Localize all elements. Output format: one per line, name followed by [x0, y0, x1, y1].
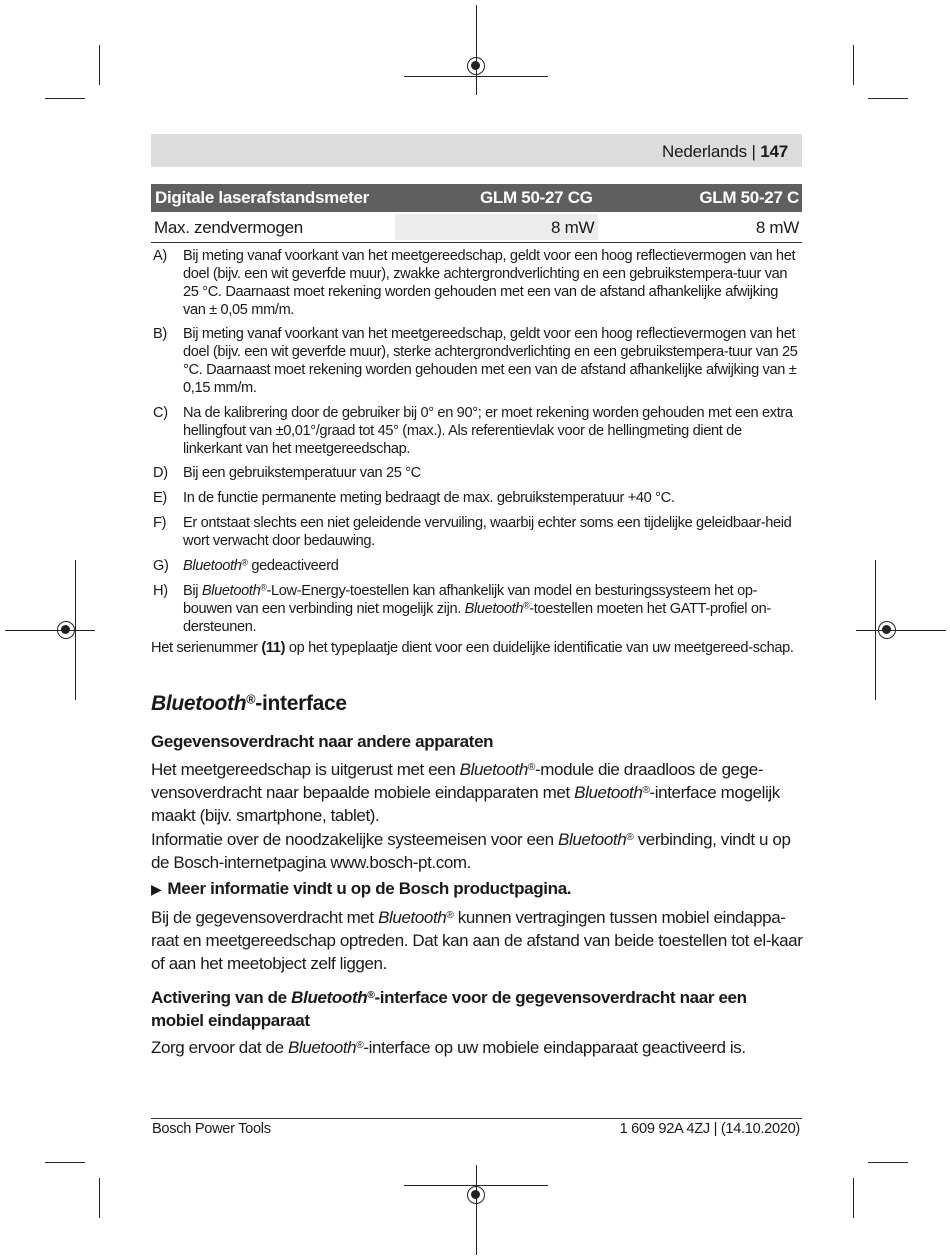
section-title-rest: -interface — [255, 692, 347, 715]
footnote-e — [153, 489, 803, 507]
footnote-text-part: gedeactiveerd — [247, 558, 339, 574]
bluetooth-term: Bluetooth — [201, 583, 261, 599]
registered-mark: ® — [246, 692, 256, 707]
bluetooth-term: Bluetooth — [558, 830, 627, 849]
bluetooth-term: Bluetooth — [459, 760, 528, 779]
footnote-label: F) — [153, 515, 167, 531]
spec-row-cg-value: 8 mW — [551, 218, 595, 237]
paragraph-text: verbinding, vindt u op de Bosch-internetpagina www.bosch-pt.com. — [151, 830, 791, 872]
spec-row-label: Max. zendvermogen — [154, 218, 303, 237]
footnote-text: Bij meting vanaf voorkant van het meetgereedschap, geldt voor een hoog reflectievermogen van het doel (bijv. een wit geverfde muur), sterke achtergrondverlichting en een gebruikstempera-tuur van 25 °C. Daarnaast moet rekening worden gehouden met een van de afstand afhankelijke afwijking van ± 0,15 mm/m. — [183, 326, 798, 396]
registered-mark: ® — [260, 582, 267, 593]
spec-table-row — [151, 213, 802, 242]
subheading-text: Activering van de — [151, 988, 292, 1007]
footnote-text: In de functie permanente meting bedraagt de max. gebruikstemperatuur +40 °C. — [183, 490, 675, 506]
bluetooth-term: Bluetooth — [287, 1038, 357, 1057]
paragraph-text: -module die draadloos de gege-vensoverdracht naar bepaalde mobiele eindapparaten met — [151, 760, 764, 802]
footnote-b — [153, 325, 803, 397]
footnote-text: Bij meting vanaf voorkant van het meetgereedschap, geldt voor een hoog reflectievermogen van het doel (bijv. een wit geverfde muur), zwakke achtergrondverlichting en een gebruikstempera-tuur van 25 °C. Daarnaast moet rekening worden gehouden met een van de afstand afhankelijke afwijking van ± 0,05 mm/m. — [183, 248, 796, 318]
paragraph-text: Het meetgereedschap is uitgerust met een — [151, 760, 460, 779]
serial-note-text: Het serienummer — [151, 640, 262, 656]
footnote-label: B) — [153, 326, 167, 342]
footnote-label: A) — [153, 248, 167, 264]
paragraph-text: kunnen vertragingen tussen mobiel eindappa-raat en meetgereedschap optreden. Dat kan aan de afstand van beide toestellen tot el-kaar of aan het meetobject zelf liggen. — [151, 908, 803, 973]
subheading-data-transfer: Gegevensoverdracht naar andere apparaten — [151, 732, 494, 751]
registered-mark: ® — [446, 909, 454, 921]
header-language: Nederlands — [662, 142, 747, 161]
paragraph-module — [151, 758, 803, 827]
serial-number-note — [151, 639, 801, 657]
registered-mark: ® — [527, 761, 536, 773]
spec-table-title: Digitale laserafstandsmeter — [155, 188, 369, 207]
paragraph-system-requirements — [151, 828, 803, 874]
serial-number-ref: (11) — [261, 640, 286, 656]
footnote-a — [153, 247, 803, 319]
footnote-text: Na de kalibrering door de gebruiker bij 0° en 90°; er moet rekening worden gehouden met een extra hellingfout van ±0,01°/graad tot 45° (max.). Als referentievlak voor de hellingmeting dient de linkerkant van het meetgereedschap. — [183, 405, 793, 457]
paragraph-activate — [151, 1036, 803, 1059]
spec-col-c: GLM 50-27 C — [699, 188, 799, 207]
paragraph-text: -interface mogelijk maakt (bijv. smartphone, tablet). — [151, 783, 780, 825]
header-separator: | — [751, 142, 756, 161]
registered-mark: ® — [626, 831, 634, 843]
bluetooth-term: Bluetooth — [378, 908, 447, 927]
footnote-label: H) — [153, 583, 168, 599]
spec-row-c-value: 8 mW — [755, 218, 799, 237]
bluetooth-term: Bluetooth — [574, 783, 643, 802]
footnote-text-part: -toestellen moeten het GATT-profiel on-dersteunen. — [183, 601, 771, 635]
page-header — [662, 142, 788, 162]
section-title — [151, 692, 347, 716]
paragraph-text: -interface op uw mobiele eindapparaat geactiveerd is. — [363, 1038, 746, 1057]
bullet-text: Meer informatie vindt u op de Bosch productpagina. — [167, 879, 572, 898]
footnote-d — [153, 464, 803, 482]
registered-mark: ® — [367, 989, 375, 1001]
registered-mark: ® — [523, 600, 530, 611]
footnote-text-part: Bij — [183, 583, 202, 599]
footnote-text — [183, 582, 803, 636]
serial-note-text: op het typeplaatje dient voor een duidelijke identificatie van uw meetgereed-schap. — [285, 640, 794, 656]
triangle-bullet-icon: ▶ — [151, 881, 162, 897]
footnote-text — [183, 557, 803, 575]
footnote-text-part: -Low-Energy-toestellen kan afhankelijk van model en besturingssysteem het op-bouwen van een verbinding niet mogelijk zijn. — [183, 583, 758, 617]
footnote-label: G) — [153, 558, 169, 574]
paragraph-text: Informatie over de noodzakelijke systeemeisen voor een — [151, 830, 559, 849]
spec-table-bottom-rule — [151, 242, 802, 243]
footnote-h — [153, 582, 803, 636]
bluetooth-term: Bluetooth — [151, 692, 247, 715]
footnote-label: E) — [153, 490, 167, 506]
footnote-label: C) — [153, 405, 168, 421]
spec-col-cg: GLM 50-27 CG — [480, 188, 593, 207]
bullet-more-info — [151, 877, 801, 901]
registered-mark: ® — [356, 1039, 364, 1051]
subheading-activation — [151, 986, 801, 1032]
paragraph-delays — [151, 906, 803, 975]
spec-table-header — [151, 184, 802, 212]
paragraph-text: Zorg ervoor dat de — [151, 1038, 288, 1057]
paragraph-text: Bij de gegevensoverdracht met — [151, 908, 379, 927]
footer-document-id: 1 609 92A 4ZJ | (14.10.2020) — [619, 1121, 800, 1137]
bluetooth-term: Bluetooth — [464, 601, 524, 617]
bluetooth-term: Bluetooth — [183, 558, 242, 574]
footnote-c — [153, 404, 803, 458]
registered-mark: ® — [642, 784, 650, 796]
footer-rule — [151, 1118, 802, 1119]
footnote-text: Bij een gebruikstemperatuur van 25 °C — [183, 465, 421, 481]
footer-publisher: Bosch Power Tools — [152, 1121, 271, 1137]
subheading-text: -interface voor de gegevensoverdracht naar een mobiel eindapparaat — [151, 988, 747, 1030]
footnote-f — [153, 514, 803, 550]
footnote-g — [153, 557, 803, 575]
registered-mark: ® — [241, 557, 248, 568]
page-number: 147 — [760, 142, 788, 161]
footnote-text: Er ontstaat slechts een niet geleidende vervuiling, waarbij echter soms een tijdelijke geleidbaar-heid wort verwacht door bedauwing. — [183, 515, 792, 549]
footnote-label: D) — [153, 465, 168, 481]
bluetooth-term: Bluetooth — [291, 988, 368, 1007]
